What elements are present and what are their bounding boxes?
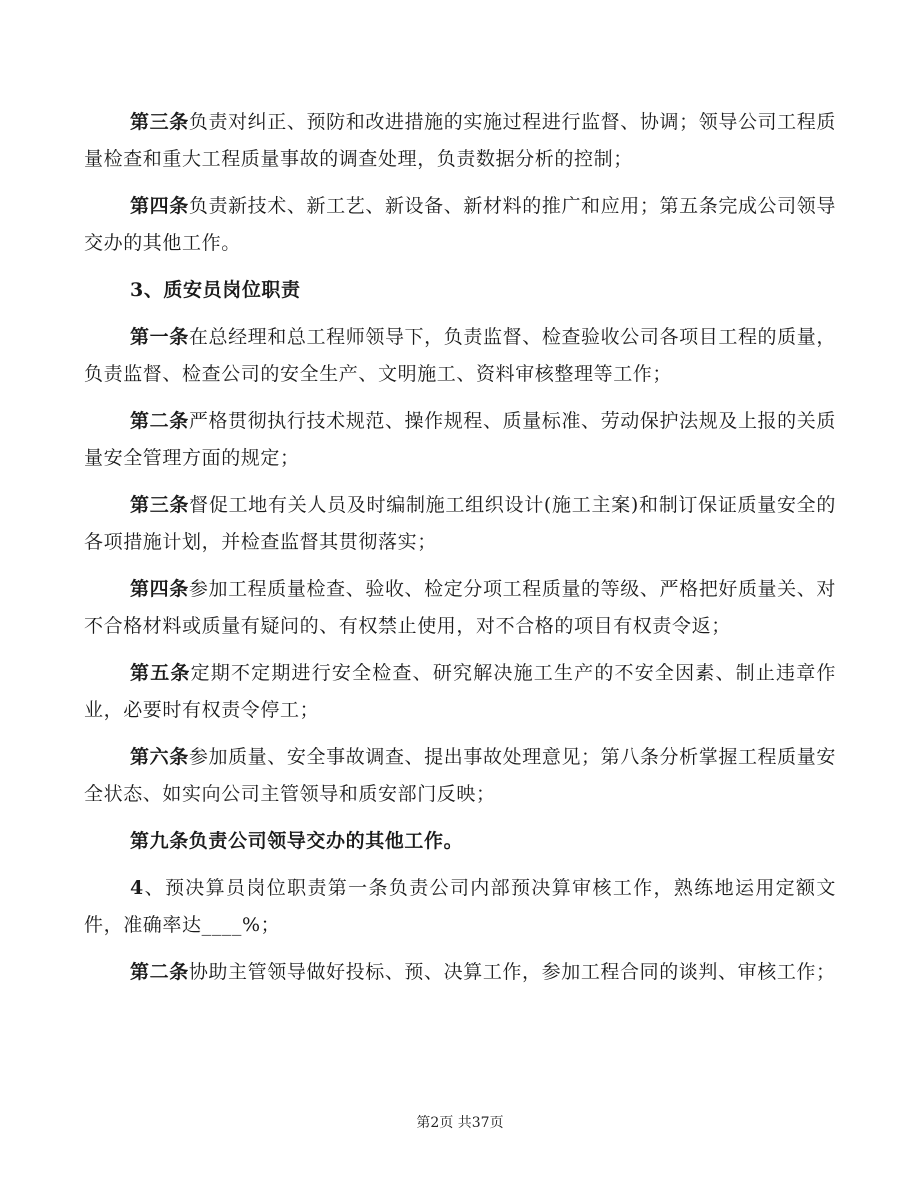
paragraph-section-4: [84, 870, 836, 944]
page-number-footer: 第2页 共37页: [416, 1115, 504, 1131]
article-lead: 第四条: [130, 578, 189, 600]
article-text: 负责新技术、新工艺、新设备、新材料的推广和应用；第五条完成公司领导交办的其他工作。: [84, 195, 836, 254]
article-lead: 第四条: [130, 195, 189, 217]
paragraph-article-2: [84, 403, 836, 477]
paragraph-article-4b: [84, 571, 836, 645]
section-heading-text: 3、质安员岗位职责: [130, 279, 301, 301]
paragraph-article-1: [84, 319, 836, 393]
article-text: 、预决算员岗位职责第一条负责公司内部预决算审核工作，熟练地运用定额文件，准确率达____%；: [84, 877, 836, 936]
article-lead: 第六条: [130, 746, 189, 768]
article-text: 督促工地有关人员及时编制施工组织设计(施工主案)和制订保证质量安全的各项措施计划，并检查监督其贯彻落实；: [84, 494, 836, 553]
paragraph-article-5: [84, 655, 836, 729]
paragraph-article-3: [84, 104, 836, 178]
article-lead: 第三条: [130, 111, 189, 133]
paragraph-article-2b: [84, 954, 836, 991]
article-lead: 第一条: [130, 326, 189, 348]
paragraph-article-3b: [84, 487, 836, 561]
article-text: 定期不定期进行安全检查、研究解决施工生产的不安全因素、制止违章作业，必要时有权责令停工；: [84, 662, 837, 721]
article-text: 协助主管领导做好投标、预、决算工作，参加工程合同的谈判、审核工作；: [188, 961, 836, 983]
article-lead: 4: [130, 877, 144, 899]
article-lead: 第五条: [130, 662, 191, 684]
article-text: 严格贯彻执行技术规范、操作规程、质量标准、劳动保护法规及上报的关质量安全管理方面的规定；: [84, 410, 836, 469]
article-lead: 第三条: [130, 494, 190, 516]
paragraph-article-6: [84, 739, 836, 813]
article-text: 参加质量、安全事故调查、提出事故处理意见；第八条分析掌握工程质量安全状态、如实向公司主管领导和质安部门反映；: [84, 746, 836, 805]
article-text: 负责对纠正、预防和改进措施的实施过程进行监督、协调；领导公司工程质量检查和重大工程质量事故的调查处理，负责数据分析的控制；: [84, 111, 836, 170]
article-lead: 第二条: [130, 410, 189, 432]
paragraph-article-4: [84, 188, 836, 262]
document-body: [84, 104, 836, 1001]
article-lead: 第二条: [130, 961, 189, 983]
paragraph-article-9: [84, 823, 836, 860]
article-text: 在总经理和总工程师领导下，负责监督、检查验收公司各项目工程的质量，负责监督、检查公司的安全生产、文明施工、资料审核整理等工作；: [84, 326, 836, 385]
article-text: 参加工程质量检查、验收、检定分项工程质量的等级、严格把好质量关、对不合格材料或质量有疑问的、有权禁止使用，对不合格的项目有权责令返；: [84, 578, 836, 637]
article-text: 第九条负责公司领导交办的其他工作。: [130, 830, 464, 852]
section-heading-quality-safety: [84, 272, 836, 309]
